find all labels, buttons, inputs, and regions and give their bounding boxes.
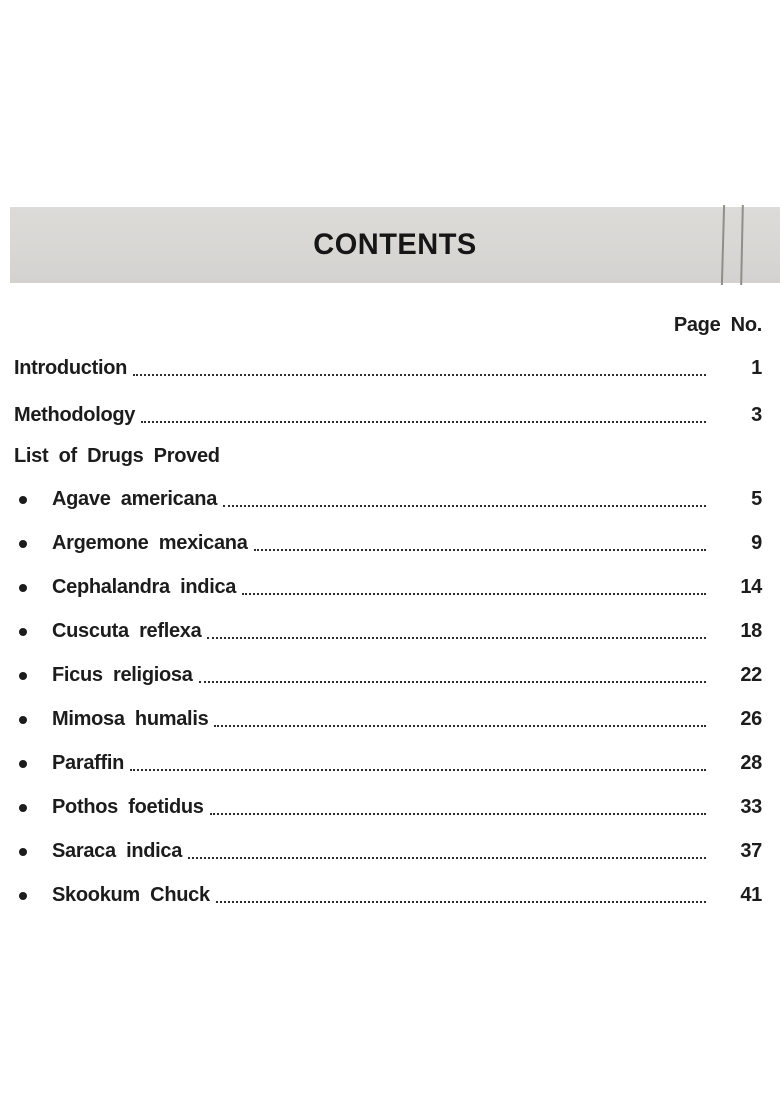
toc-entry-title: Introduction	[14, 357, 128, 379]
dot-leader	[130, 769, 706, 771]
bullet-icon	[19, 716, 27, 724]
page-title: CONTENTS	[313, 228, 477, 261]
toc-entry-page: 33	[740, 796, 762, 818]
toc-entry-title: Mimosa humalis	[52, 708, 209, 730]
toc-entry-title: Ficus religiosa	[52, 664, 193, 686]
toc-entry-page: 9	[751, 532, 762, 554]
dot-leader	[199, 681, 706, 683]
toc-entry-page: 41	[740, 884, 762, 906]
toc-entry-page: 22	[740, 664, 762, 686]
dot-leader	[223, 505, 706, 507]
scan-artifact-line	[740, 205, 744, 285]
toc-row-drug	[14, 793, 762, 819]
toc-entry-title: Saraca indica	[52, 840, 183, 862]
toc-entry-page: 28	[740, 752, 762, 774]
dot-leader	[216, 901, 706, 903]
bullet-icon	[19, 540, 27, 548]
toc-entry-title: Methodology	[14, 404, 136, 426]
toc-entry-title: Agave americana	[52, 488, 218, 510]
bullet-icon	[19, 584, 27, 592]
toc-entry-page: 1	[751, 357, 762, 379]
toc-row-drug	[14, 881, 762, 907]
bullet-icon	[19, 628, 27, 636]
list-heading-label: List of Drugs Proved	[14, 445, 220, 467]
bullet-icon	[19, 672, 27, 680]
list-heading	[14, 442, 762, 468]
dot-leader	[254, 549, 706, 551]
toc-entry-page: 14	[740, 576, 762, 598]
toc-row-drug	[14, 749, 762, 775]
dot-leader	[188, 857, 706, 859]
bullet-icon	[19, 848, 27, 856]
toc-row-drug	[14, 705, 762, 731]
bullet-icon	[19, 804, 27, 812]
scan-artifact-line	[721, 205, 725, 285]
bullet-icon	[19, 496, 27, 504]
dot-leader	[214, 725, 706, 727]
page-no-label: Page No.	[673, 314, 762, 336]
toc-row-drug	[14, 485, 762, 511]
toc-row-introduction	[14, 354, 762, 380]
toc-entry-page: 26	[740, 708, 762, 730]
toc-entry-page: 3	[751, 404, 762, 426]
toc-row-drug	[14, 837, 762, 863]
bullet-icon	[19, 760, 27, 768]
toc-entry-title: Cuscuta reflexa	[52, 620, 202, 642]
toc-row-drug	[14, 661, 762, 687]
table-of-contents	[14, 311, 762, 907]
toc-entry-title: Argemone mexicana	[52, 532, 248, 554]
toc-entry-title: Paraffin	[52, 752, 125, 774]
toc-entry-page: 5	[751, 488, 762, 510]
toc-row-drug	[14, 573, 762, 599]
dot-leader	[133, 374, 706, 376]
contents-banner	[10, 207, 780, 283]
dot-leader	[207, 637, 706, 639]
toc-row-drug	[14, 617, 762, 643]
dot-leader	[141, 421, 706, 423]
toc-row-methodology	[14, 401, 762, 427]
dot-leader	[210, 813, 706, 815]
toc-entry-page: 18	[740, 620, 762, 642]
bullet-icon	[19, 892, 27, 900]
toc-entry-title: Pothos foetidus	[52, 796, 204, 818]
toc-entry-page: 37	[740, 840, 762, 862]
page-no-header	[14, 311, 762, 337]
toc-entry-title: Skookum Chuck	[52, 884, 210, 906]
toc-row-drug	[14, 529, 762, 555]
toc-entry-title: Cephalandra indica	[52, 576, 237, 598]
dot-leader	[242, 593, 706, 595]
